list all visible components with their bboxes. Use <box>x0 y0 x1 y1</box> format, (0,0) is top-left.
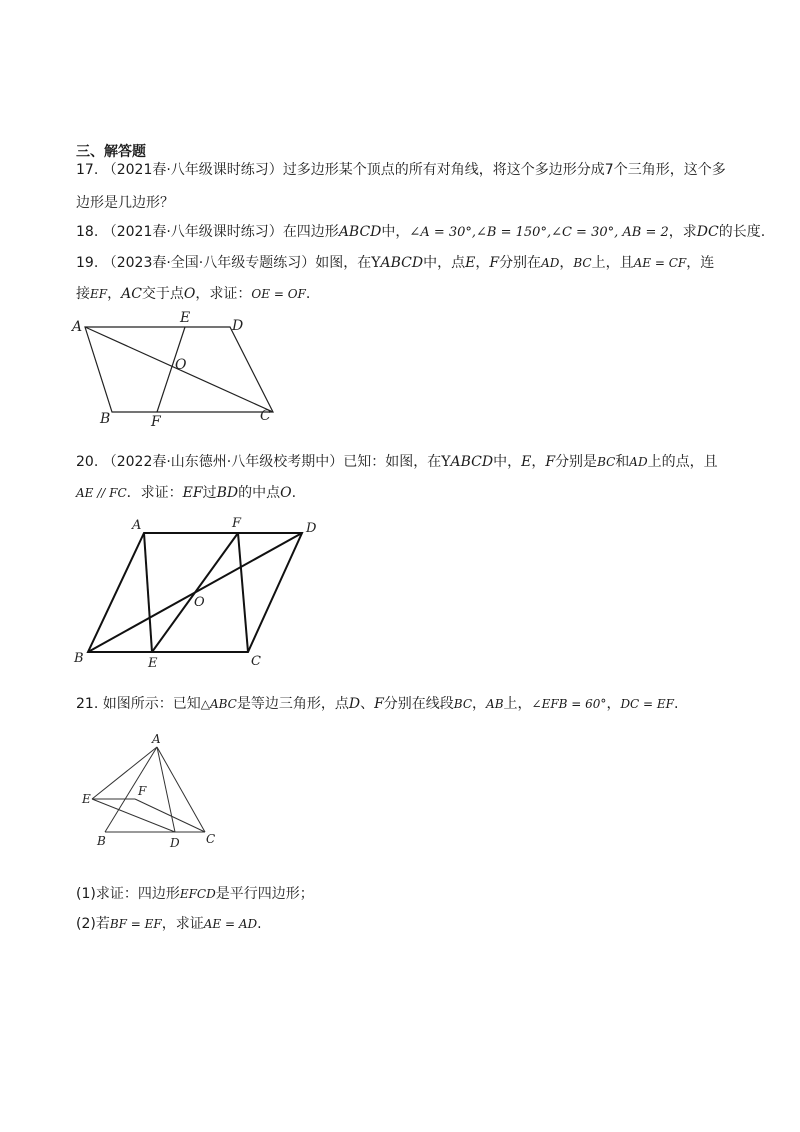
math: BC <box>597 455 616 469</box>
text: ， <box>475 255 490 271</box>
text: . <box>305 286 311 302</box>
text: 求证：四边形 <box>95 886 180 902</box>
text: 分别在线段 <box>383 696 454 712</box>
text: ，连 <box>686 255 715 271</box>
question-number: 21. <box>76 696 99 712</box>
text: 的长度. <box>718 224 766 240</box>
text: 过 <box>202 485 217 501</box>
math: F <box>545 454 556 470</box>
question-17-line-2 <box>76 193 174 213</box>
segment-ab <box>105 747 157 832</box>
question-number: 19. <box>76 255 99 271</box>
text: 中， <box>381 224 410 240</box>
label-o: O <box>194 595 205 610</box>
part-label: (1) <box>76 886 96 902</box>
math: D <box>348 696 361 712</box>
text: ， <box>531 454 546 470</box>
text: ， <box>559 255 574 271</box>
math: AB <box>486 697 504 711</box>
question-number: 18. <box>76 224 99 240</box>
math: EF <box>90 287 108 301</box>
label-b: B <box>97 834 106 848</box>
label-d: D <box>232 318 244 334</box>
text: 和 <box>615 454 630 470</box>
math: DC <box>696 224 719 240</box>
text: 分别在 <box>499 255 542 271</box>
text: 中，点 <box>423 255 466 271</box>
figure-q21 <box>80 732 225 857</box>
label-c: C <box>260 408 271 424</box>
math: BF = EF <box>109 917 162 931</box>
label-a: A <box>152 732 161 746</box>
question-text: 边形是几边形？ <box>76 195 174 211</box>
text: 是等边三角形，点 <box>236 696 349 712</box>
text: 是平行四边形； <box>215 886 314 902</box>
parallelogram-symbol: Y <box>441 454 451 470</box>
figure-q19 <box>60 305 290 435</box>
part-label: (2) <box>76 916 96 932</box>
text: 若 <box>95 916 110 932</box>
text: 的中点 <box>238 485 281 501</box>
label-b: B <box>100 411 111 427</box>
text: 如图，在 <box>315 255 372 271</box>
segment-fc <box>238 533 248 652</box>
text: 中， <box>493 454 522 470</box>
text: ，求 <box>668 224 697 240</box>
question-20-line-1 <box>76 452 718 472</box>
text: ．求证： <box>126 485 183 501</box>
math: O <box>280 485 292 501</box>
figure-q20 <box>60 510 335 675</box>
label-e: E <box>180 310 191 326</box>
question-source: （2021春·八年级课时练习） <box>102 162 283 178</box>
question-number: 17. <box>76 162 99 178</box>
text: ，求证 <box>161 916 204 932</box>
math: AD <box>541 256 560 270</box>
math-conditions: ∠A = 30°,∠B = 150°,∠C = 30°, AB = 2 <box>409 225 669 240</box>
question-21-part-2 <box>76 914 262 934</box>
segment-ae <box>92 747 157 799</box>
label-d: D <box>306 521 317 536</box>
math: BD <box>216 485 239 501</box>
label-d: D <box>170 836 180 850</box>
math: AE = CF <box>633 256 687 270</box>
question-21 <box>76 694 678 714</box>
label-a: A <box>72 319 83 335</box>
math: AE = AD <box>203 917 258 931</box>
question-17-line-1 <box>76 160 726 180</box>
text: . <box>291 485 297 501</box>
text: ， <box>472 696 487 712</box>
question-source: （2022春·山东德州·八年级校考期中） <box>102 454 344 470</box>
segment-ad <box>157 747 175 832</box>
section-title: 三、解答题 <box>76 144 146 160</box>
question-18 <box>76 222 765 243</box>
label-f: F <box>138 784 147 798</box>
math: E <box>521 454 532 470</box>
math: F <box>489 255 500 271</box>
question-19-line-2 <box>76 284 310 304</box>
math: F <box>374 696 384 712</box>
math: BC <box>453 697 473 711</box>
text: ， <box>107 286 122 302</box>
text: 如图所示：已知 <box>102 696 201 712</box>
math: ∠EFB = 60° <box>531 697 607 711</box>
label-e: E <box>148 656 158 671</box>
text: ， <box>606 696 621 712</box>
math: O <box>183 286 196 302</box>
question-21-part-1 <box>76 884 314 904</box>
math: OE = OF <box>251 287 306 301</box>
question-number: 20. <box>76 454 99 470</box>
label-a: A <box>132 518 142 533</box>
question-source: （2023春·全国·八年级专题练习） <box>102 255 316 271</box>
math: AC <box>121 286 142 302</box>
math: BC <box>573 256 592 270</box>
label-e: E <box>82 792 91 806</box>
math: △ABC <box>200 697 237 711</box>
text: 分别是 <box>555 454 598 470</box>
segment-ae <box>144 533 152 652</box>
math: ABCD <box>450 454 494 470</box>
math: EF <box>182 485 203 501</box>
text: 、 <box>360 696 375 712</box>
label-o: O <box>175 357 187 373</box>
math: AD <box>629 455 648 469</box>
math: ABCD <box>380 255 424 271</box>
label-f: F <box>232 516 242 531</box>
question-20-line-2 <box>76 483 296 503</box>
label-b: B <box>74 651 84 666</box>
segment-ed <box>92 799 175 832</box>
segment-ef <box>152 533 238 652</box>
text: 在四边形 <box>282 224 339 240</box>
math: AE // FC <box>76 486 127 500</box>
math: DC = EF <box>620 697 675 711</box>
text: ，求证： <box>195 286 252 302</box>
label-f: F <box>151 414 161 430</box>
segment-fc <box>135 799 205 832</box>
parallelogram-symbol: Y <box>371 255 381 271</box>
text: 接 <box>76 286 90 302</box>
text: 已知：如图，在 <box>343 454 442 470</box>
text: 上的点，且 <box>647 454 718 470</box>
segment-ac <box>157 747 205 832</box>
math: E <box>465 255 476 271</box>
question-source: （2021春·八年级课时练习） <box>102 224 283 240</box>
question-text: 过多边形某个顶点的所有对角线，将这个多边形分成7个三角形，这个多 <box>282 162 726 178</box>
label-c: C <box>251 654 261 669</box>
text: 交于点 <box>141 286 184 302</box>
question-19-line-1 <box>76 253 714 273</box>
text: 上， <box>503 696 532 712</box>
text: . <box>674 696 679 712</box>
text: . <box>257 916 262 932</box>
math: ABCD <box>338 224 382 240</box>
label-c: C <box>206 832 216 846</box>
math: EFCD <box>179 887 216 901</box>
text: 上，且 <box>591 255 634 271</box>
